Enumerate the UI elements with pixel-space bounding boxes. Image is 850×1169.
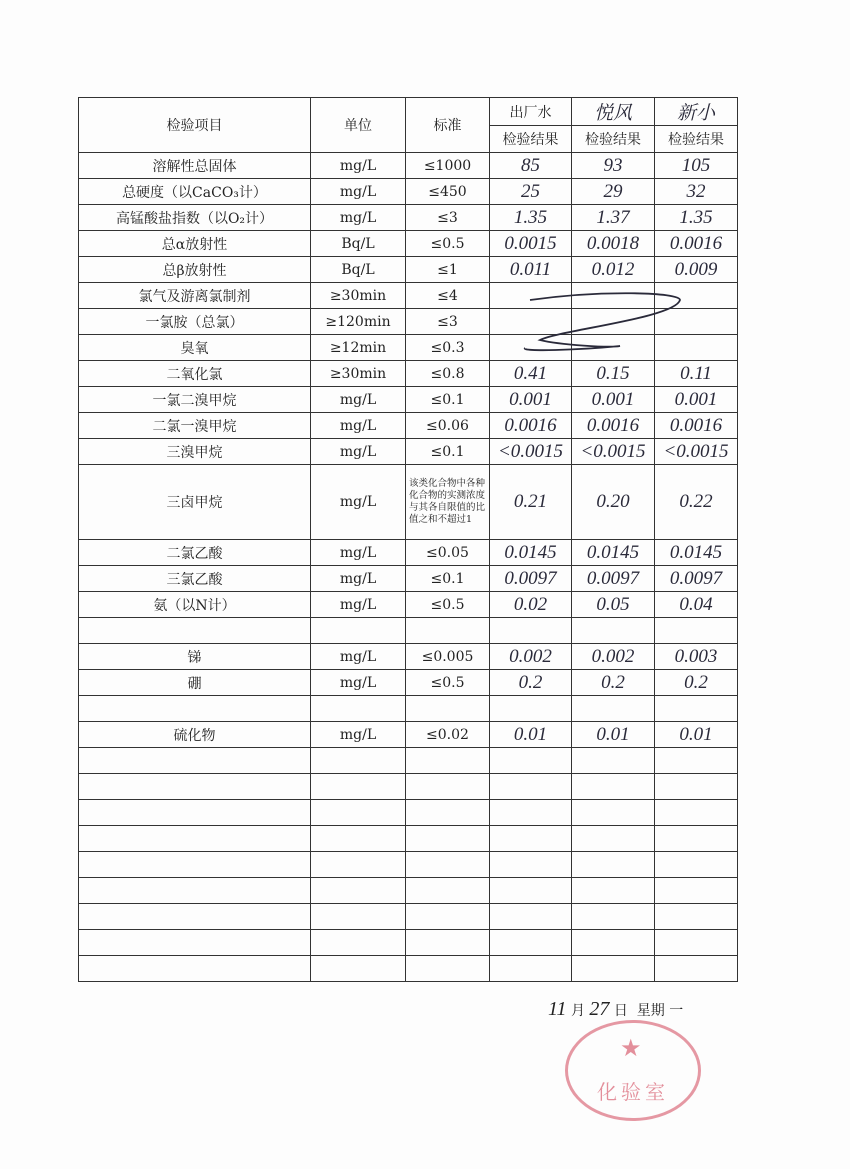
blank-cell xyxy=(79,800,311,826)
blank-cell xyxy=(406,930,490,956)
cell-result: 105 xyxy=(655,153,738,179)
cell-unit: ≥120min xyxy=(311,309,406,335)
blank-cell xyxy=(311,930,406,956)
blank-cell xyxy=(79,904,311,930)
blank-cell xyxy=(490,852,572,878)
day-label: 日 xyxy=(613,1003,628,1019)
blank-cell xyxy=(79,774,311,800)
cell-standard: ≤0.02 xyxy=(406,722,490,748)
cell-unit: mg/L xyxy=(311,465,406,540)
cell-unit: Bq/L xyxy=(311,257,406,283)
cell-result xyxy=(655,696,738,722)
cell-result xyxy=(572,618,655,644)
cell-result: 0.41 xyxy=(490,361,572,387)
table-row xyxy=(79,413,738,439)
cell-unit: mg/L xyxy=(311,670,406,696)
table-row xyxy=(79,465,738,540)
cell-item: 锑 xyxy=(79,644,311,670)
blank-cell xyxy=(406,956,490,982)
cell-result: 0.22 xyxy=(655,465,738,540)
cell-result: 0.003 xyxy=(655,644,738,670)
blank-cell xyxy=(311,826,406,852)
cell-unit: mg/L xyxy=(311,387,406,413)
star-icon: ★ xyxy=(620,1034,642,1062)
cell-standard: ≤0.3 xyxy=(406,335,490,361)
cell-standard: ≤0.5 xyxy=(406,670,490,696)
blank-cell xyxy=(311,956,406,982)
table-row xyxy=(79,618,738,644)
blank-cell xyxy=(655,826,738,852)
cell-result xyxy=(490,618,572,644)
month-label: 月 xyxy=(570,1003,585,1019)
blank-row xyxy=(79,774,738,800)
cell-result: 0.02 xyxy=(490,592,572,618)
cell-result: 0.0145 xyxy=(490,540,572,566)
day-value: 27 xyxy=(589,998,610,1020)
blank-row xyxy=(79,930,738,956)
table-row xyxy=(79,592,738,618)
table-row xyxy=(79,540,738,566)
cell-result: 0.01 xyxy=(655,722,738,748)
cell-result: 0.0018 xyxy=(572,231,655,257)
blank-cell xyxy=(572,878,655,904)
cell-result: 0.0097 xyxy=(572,566,655,592)
cell-standard: ≤0.1 xyxy=(406,387,490,413)
blank-cell xyxy=(311,774,406,800)
blank-cell xyxy=(406,904,490,930)
blank-cell xyxy=(655,800,738,826)
blank-cell xyxy=(655,904,738,930)
blank-cell xyxy=(572,800,655,826)
blank-cell xyxy=(311,852,406,878)
blank-cell xyxy=(655,930,738,956)
cell-standard: ≤0.06 xyxy=(406,413,490,439)
blank-cell xyxy=(490,904,572,930)
stamp-text: 化验室 xyxy=(597,1080,669,1104)
cell-result: 0.15 xyxy=(572,361,655,387)
table-row xyxy=(79,696,738,722)
weekday-label: 星期 xyxy=(636,1003,665,1019)
blank-cell xyxy=(490,930,572,956)
cell-result: 0.002 xyxy=(572,644,655,670)
table-row xyxy=(79,153,738,179)
cell-result: 0.11 xyxy=(655,361,738,387)
cell-item: 硼 xyxy=(79,670,311,696)
blank-cell xyxy=(572,930,655,956)
cell-standard: ≤1 xyxy=(406,257,490,283)
cell-result: 0.009 xyxy=(655,257,738,283)
cell-result: 0.011 xyxy=(490,257,572,283)
cell-standard: ≤3 xyxy=(406,205,490,231)
blank-row xyxy=(79,826,738,852)
table-row xyxy=(79,179,738,205)
cell-item: 二氯一溴甲烷 xyxy=(79,413,311,439)
cell-standard xyxy=(406,696,490,722)
blank-cell xyxy=(406,800,490,826)
cell-item xyxy=(79,618,311,644)
cell-standard xyxy=(406,618,490,644)
cell-item: 氯气及游离氯制剂 xyxy=(79,283,311,309)
cell-standard: ≤1000 xyxy=(406,153,490,179)
cell-result: 0.001 xyxy=(655,387,738,413)
cell-result: 0.001 xyxy=(490,387,572,413)
cell-standard: 该类化合物中各种化合物的实测浓度与其各自限值的比值之和不超过1 xyxy=(406,465,490,540)
table-row xyxy=(79,309,738,335)
cell-result: 0.0145 xyxy=(572,540,655,566)
cell-result: 0.21 xyxy=(490,465,572,540)
blank-cell xyxy=(572,956,655,982)
cell-unit: mg/L xyxy=(311,540,406,566)
cell-unit: mg/L xyxy=(311,592,406,618)
blank-cell xyxy=(490,748,572,774)
cell-item: 三溴甲烷 xyxy=(79,439,311,465)
cell-unit: mg/L xyxy=(311,179,406,205)
cell-unit: mg/L xyxy=(311,566,406,592)
blank-cell xyxy=(311,800,406,826)
cell-result: 0.0016 xyxy=(572,413,655,439)
cell-unit: ≥30min xyxy=(311,361,406,387)
blank-cell xyxy=(655,774,738,800)
table-row xyxy=(79,335,738,361)
blank-cell xyxy=(79,748,311,774)
cell-item: 硫化物 xyxy=(79,722,311,748)
cell-unit xyxy=(311,618,406,644)
cell-result: 0.0097 xyxy=(655,566,738,592)
blank-cell xyxy=(490,956,572,982)
cell-unit: mg/L xyxy=(311,205,406,231)
cell-result: 0.05 xyxy=(572,592,655,618)
blank-row xyxy=(79,878,738,904)
blank-cell xyxy=(490,826,572,852)
cell-result: 0.012 xyxy=(572,257,655,283)
table-row xyxy=(79,566,738,592)
cell-result: <0.0015 xyxy=(655,439,738,465)
cell-unit: ≥30min xyxy=(311,283,406,309)
blank-cell xyxy=(79,930,311,956)
cell-result: 85 xyxy=(490,153,572,179)
header-site-0: 出厂水 xyxy=(490,98,572,126)
cell-unit: mg/L xyxy=(311,722,406,748)
blank-cell xyxy=(406,878,490,904)
cell-result xyxy=(572,335,655,361)
cell-item: 一氯胺（总氯） xyxy=(79,309,311,335)
cell-result: 1.37 xyxy=(572,205,655,231)
cell-standard: ≤0.005 xyxy=(406,644,490,670)
cell-result: 0.2 xyxy=(572,670,655,696)
table-row xyxy=(79,670,738,696)
header-site-1: 悦风 xyxy=(572,98,655,126)
cell-unit: ≥12min xyxy=(311,335,406,361)
table-row xyxy=(79,644,738,670)
cell-result: 32 xyxy=(655,179,738,205)
blank-row xyxy=(79,748,738,774)
cell-item: 高锰酸盐指数（以O₂计） xyxy=(79,205,311,231)
cell-result: 0.0016 xyxy=(490,413,572,439)
cell-result xyxy=(655,283,738,309)
header-result: 检验结果 xyxy=(572,126,655,153)
cell-result: 0.01 xyxy=(490,722,572,748)
cell-standard: ≤4 xyxy=(406,283,490,309)
official-stamp xyxy=(565,1020,701,1121)
cell-item: 溶解性总固体 xyxy=(79,153,311,179)
blank-cell xyxy=(311,904,406,930)
blank-cell xyxy=(490,800,572,826)
cell-result: 0.0015 xyxy=(490,231,572,257)
cell-result: 0.0016 xyxy=(655,413,738,439)
blank-cell xyxy=(655,878,738,904)
blank-cell xyxy=(572,748,655,774)
blank-cell xyxy=(311,748,406,774)
cell-result: 0.2 xyxy=(655,670,738,696)
cell-standard: ≤450 xyxy=(406,179,490,205)
weekday-value: 一 xyxy=(669,1003,684,1019)
blank-cell xyxy=(572,852,655,878)
header-item: 检验项目 xyxy=(79,98,311,153)
cell-standard: ≤0.5 xyxy=(406,231,490,257)
cell-item: 三卤甲烷 xyxy=(79,465,311,540)
cell-item: 二氯乙酸 xyxy=(79,540,311,566)
cell-unit: Bq/L xyxy=(311,231,406,257)
month-value: 11 xyxy=(548,998,567,1020)
cell-result: 0.0097 xyxy=(490,566,572,592)
cell-result: 0.0145 xyxy=(655,540,738,566)
table-row xyxy=(79,257,738,283)
cell-result: 1.35 xyxy=(490,205,572,231)
blank-cell xyxy=(655,852,738,878)
cell-standard: ≤0.8 xyxy=(406,361,490,387)
blank-cell xyxy=(79,852,311,878)
date-line xyxy=(548,998,683,1021)
cell-standard: ≤0.1 xyxy=(406,566,490,592)
blank-row xyxy=(79,800,738,826)
water-quality-table xyxy=(78,97,738,982)
cell-unit: mg/L xyxy=(311,644,406,670)
cell-item: 氨（以N计） xyxy=(79,592,311,618)
cell-item xyxy=(79,696,311,722)
cell-item: 臭氧 xyxy=(79,335,311,361)
cell-standard: ≤0.1 xyxy=(406,439,490,465)
cell-result xyxy=(490,283,572,309)
cell-result xyxy=(490,335,572,361)
cell-standard: ≤0.05 xyxy=(406,540,490,566)
table-row xyxy=(79,387,738,413)
blank-cell xyxy=(406,748,490,774)
blank-cell xyxy=(311,878,406,904)
header-result: 检验结果 xyxy=(655,126,738,153)
cell-unit: mg/L xyxy=(311,153,406,179)
header-site-2: 新小 xyxy=(655,98,738,126)
table-row xyxy=(79,722,738,748)
cell-result: <0.0015 xyxy=(572,439,655,465)
cell-result: <0.0015 xyxy=(490,439,572,465)
blank-row xyxy=(79,852,738,878)
cell-result: 25 xyxy=(490,179,572,205)
cell-item: 总β放射性 xyxy=(79,257,311,283)
cell-unit: mg/L xyxy=(311,439,406,465)
blank-cell xyxy=(572,774,655,800)
cell-item: 二氧化氯 xyxy=(79,361,311,387)
cell-standard: ≤3 xyxy=(406,309,490,335)
cell-result: 0.0016 xyxy=(655,231,738,257)
cell-result: 0.04 xyxy=(655,592,738,618)
cell-result: 29 xyxy=(572,179,655,205)
header-result: 检验结果 xyxy=(490,126,572,153)
cell-item: 一氯二溴甲烷 xyxy=(79,387,311,413)
blank-cell xyxy=(655,956,738,982)
blank-row xyxy=(79,904,738,930)
table-row xyxy=(79,361,738,387)
blank-cell xyxy=(79,956,311,982)
blank-cell xyxy=(79,878,311,904)
cell-result xyxy=(490,696,572,722)
blank-row xyxy=(79,956,738,982)
cell-result: 0.001 xyxy=(572,387,655,413)
cell-result xyxy=(572,696,655,722)
cell-item: 三氯乙酸 xyxy=(79,566,311,592)
cell-item: 总硬度（以CaCO₃计） xyxy=(79,179,311,205)
blank-cell xyxy=(406,826,490,852)
blank-cell xyxy=(406,774,490,800)
cell-result xyxy=(572,283,655,309)
cell-result: 0.2 xyxy=(490,670,572,696)
cell-result: 0.002 xyxy=(490,644,572,670)
cell-result xyxy=(655,309,738,335)
cell-item: 总α放射性 xyxy=(79,231,311,257)
cell-result: 0.20 xyxy=(572,465,655,540)
cell-result xyxy=(655,335,738,361)
cell-result: 1.35 xyxy=(655,205,738,231)
cell-result xyxy=(655,618,738,644)
cell-result: 0.01 xyxy=(572,722,655,748)
blank-cell xyxy=(572,826,655,852)
blank-cell xyxy=(655,748,738,774)
blank-cell xyxy=(490,774,572,800)
table-row xyxy=(79,283,738,309)
blank-cell xyxy=(572,904,655,930)
blank-cell xyxy=(406,852,490,878)
header-unit: 单位 xyxy=(311,98,406,153)
cell-result xyxy=(572,309,655,335)
cell-unit: mg/L xyxy=(311,413,406,439)
table-row xyxy=(79,231,738,257)
blank-cell xyxy=(490,878,572,904)
cell-result xyxy=(490,309,572,335)
cell-result: 93 xyxy=(572,153,655,179)
cell-standard: ≤0.5 xyxy=(406,592,490,618)
cell-unit xyxy=(311,696,406,722)
table-row xyxy=(79,205,738,231)
header-standard: 标准 xyxy=(406,98,490,153)
table-row xyxy=(79,439,738,465)
blank-cell xyxy=(79,826,311,852)
